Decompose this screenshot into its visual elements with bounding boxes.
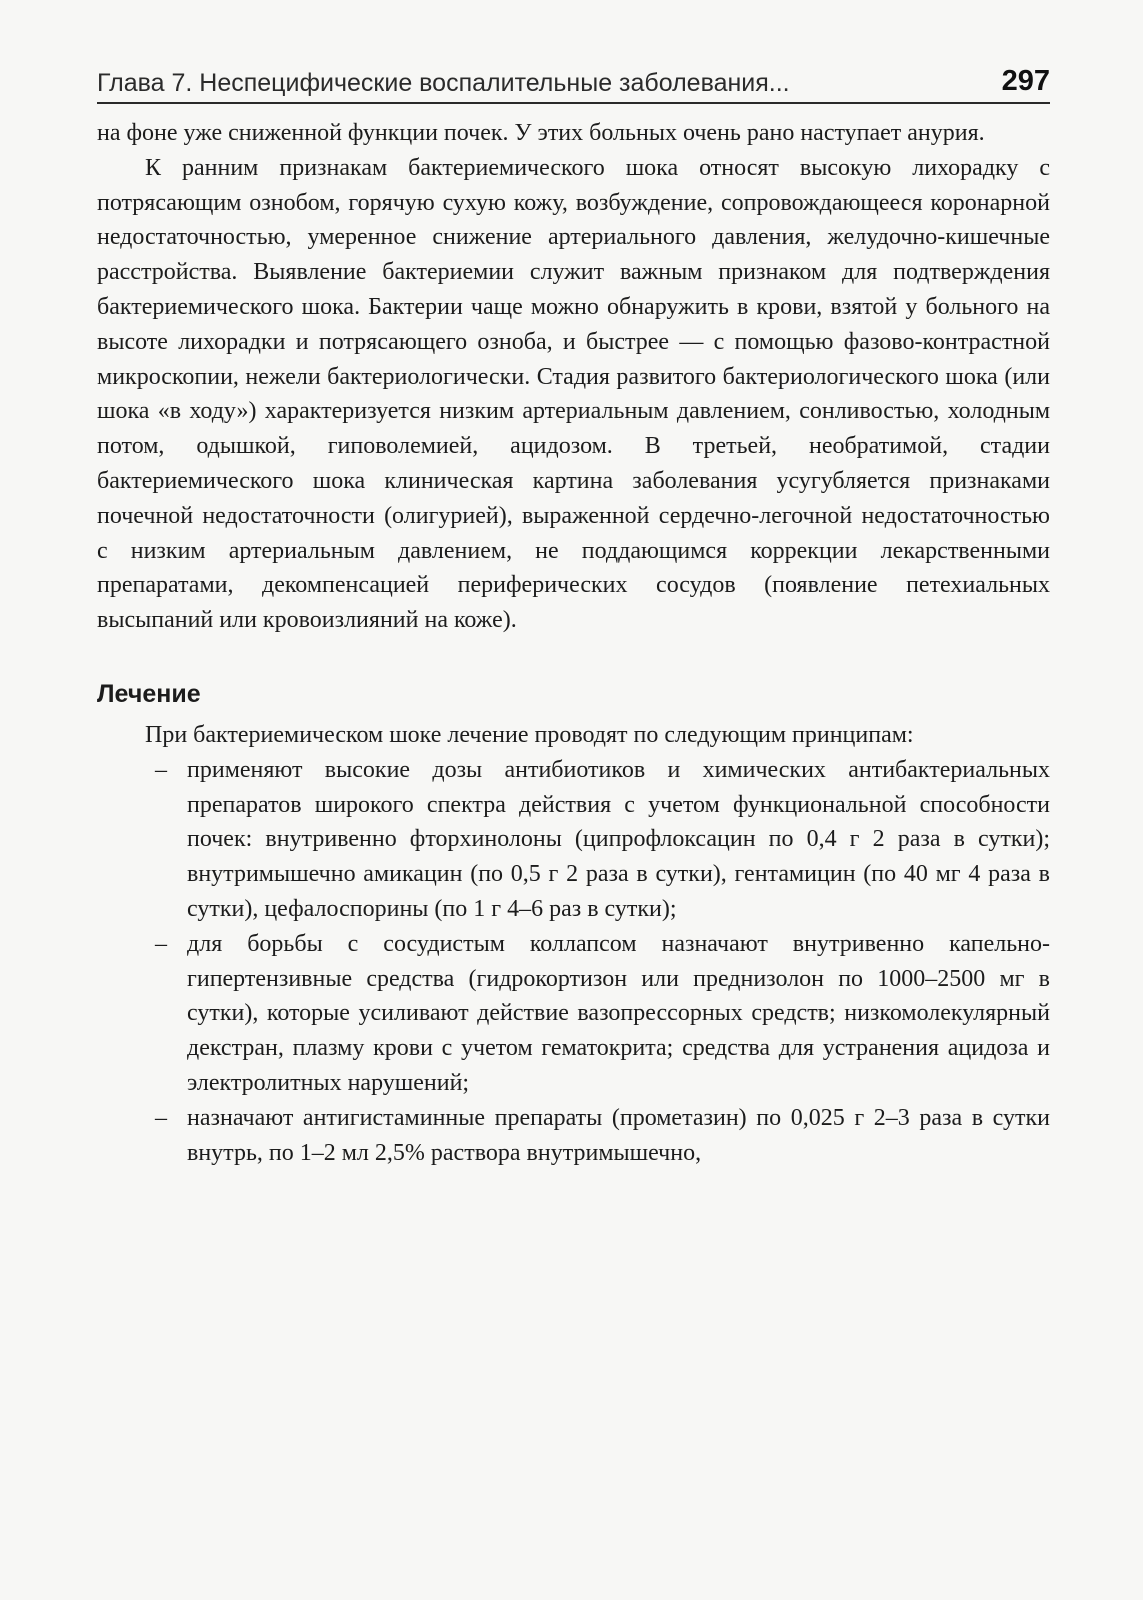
chapter-title: Глава 7. Неспецифические воспалительные заболевания... bbox=[97, 69, 790, 97]
paragraph-continuation: на фоне уже сниженной функции почек. У этих больных очень рано наступает анурия. bbox=[97, 120, 985, 146]
section-heading: Лечение bbox=[97, 679, 201, 708]
dash-marker: – bbox=[155, 756, 167, 783]
list-item bbox=[155, 1101, 1050, 1171]
list-item bbox=[155, 927, 1050, 1101]
dash-marker: – bbox=[155, 1104, 167, 1131]
list-item bbox=[155, 753, 1050, 927]
list-item-text: применяют высокие дозы антибиотиков и химических антибактериальных препаратов широкого спектра действия с учетом функциональной способности почек: внутривенно фторхинолоны (ципрофлоксацин по 0,4 г 2 раза в сутки); внутримышечно амикацин (по 0,5 г 2 раза в сутки), гентамицин (по 40 мг 4 раза в сутки), цефалоспорины (по 1 г 4–6 раз в сутки); bbox=[187, 756, 1050, 922]
section-intro: При бактериемическом шоке лечение проводят по следующим принципам: bbox=[145, 721, 914, 748]
dash-marker: – bbox=[155, 930, 167, 957]
paragraph-shock-signs: К ранним признакам бактериемического шока относят высокую лихорадку с потрясающим ознобом, горячую сухую кожу, возбуждение, сопровождающееся коронарной недостаточностью, умеренное снижение артериального давления, желудочно-кишечные расстройства. Выявление бактериемии служит важным признаком для подтверждения бактериемического шока. Бактерии чаще можно обнаружить в крови, взятой у больного на высоте лихорадки и потрясающего озноба, и быстрее — с помощью фазово-контрастной микроскопии, нежели бактериологически. Стадия развитого бактериологического шока (или шока «в ходу») характеризуется низким артериальным давлением, сонливостью, холодным потом, одышкой, гиповолемией, ацидозом. В третьей, необратимой, стадии бактериемического шока клиническая картина заболевания усугубляется признаками почечной недостаточности (олигурией), выраженной сердечно-легочной недостаточностью с низким артериальным давлением, не поддающимся коррекции лекарственными препаратами, декомпенсацией периферических сосудов (появление петехиальных высыпаний или кровоизлияний на коже). bbox=[97, 154, 1050, 634]
list-item-text: для борьбы с сосудистым коллапсом назначают внутривенно капельно-гипертензивные средства (гидрокортизон или преднизолон по 1000–2500 мг в сутки), которые усиливают действие вазопрессорных средств; низкомолекулярный декстран, плазму крови с учетом гематокрита; средства для устранения ацидоза и электролитных нарушений; bbox=[187, 930, 1050, 1096]
book-page bbox=[97, 56, 1050, 1170]
page-number: 297 bbox=[1001, 65, 1050, 97]
treatment-list bbox=[97, 753, 1050, 1171]
running-header bbox=[97, 56, 1050, 104]
list-item-text: назначают антигистаминные препараты (прометазин) по 0,025 г 2–3 раза в сутки внутрь, по 1–2 мл 2,5% раствора внутримышечно, bbox=[187, 1104, 1050, 1166]
